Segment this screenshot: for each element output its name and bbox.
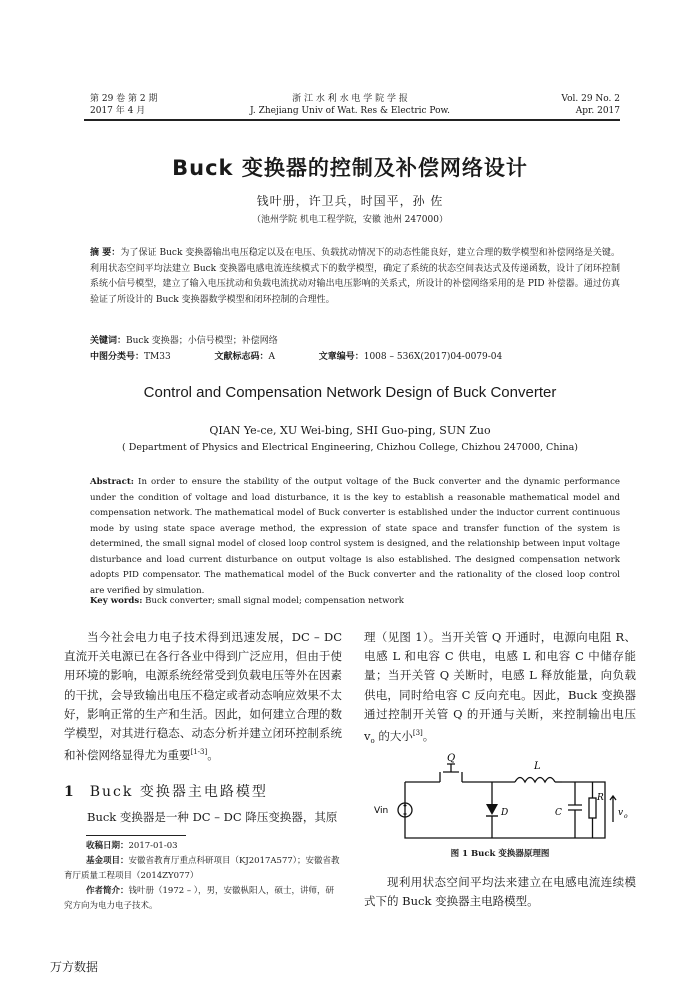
journal-volume: 第 29 卷 第 2 期 2017 年 4 月	[90, 94, 158, 116]
english-title: Control and Compensation Network Design of Buck Converter	[143, 384, 557, 401]
footnote-rule	[86, 835, 186, 836]
switch-q	[440, 764, 462, 782]
keywords-en: Key words: Buck converter; small signal model; compensation network	[90, 596, 404, 606]
label-l: L	[534, 761, 541, 772]
affiliation: （池州学院 机电工程学院，安徽 池州 247000）	[252, 215, 448, 225]
journal-name: 浙 江 水 利 水 电 学 院 学 报 J. Zhejiang Univ of Wat. Res & Electric Pow.	[249, 94, 451, 116]
abstract-cn: 摘 要：为了保证 Buck 变换器输出电压稳定以及在电压、负载扰动情况下的动态性能良好，建立合理的数学模型和补偿网络是关键。利用状态空间平均法建立 Buck 变换器电感电流连续模式下的数学模型，确定了系统的状态空间表达式及传递函数，设计了闭环控制系统小信号模型，建立了输入电压扰动和负载电流扰动对输出电压影响的关系式，所设计的补偿网络采用的是 PID 补偿器。通过仿真验证了所设计的 Buck 变换器数学模型和闭环控制的合理性。	[90, 248, 620, 305]
resistor-r	[589, 798, 596, 818]
buck-circuit-figure	[370, 752, 632, 842]
authors: 钱叶册，许卫兵，时国平，孙 佐	[256, 194, 444, 208]
section-paragraph: Buck 变换器是一种 DC – DC 降压变换器，其原	[87, 810, 338, 824]
english-affiliation: ( Department of Physics and Electrical Engineering, Chizhou College, Chizhou 247000, China)	[122, 442, 578, 453]
abstract-en: Abstract: In order to ensure the stability of the output voltage of the Buck converter and the dynamic performance under the condition of voltage and load disturbance, it is the key to establish a reasonable mathematical model and compensation network. The mathematical model of Buck converter is established under the inductor current continuous mode by using state space average method, the expression of state space and transfer function of the system is determined, the small signal model of closed loop control system is designed, and the relationship between input voltage disturbance and load current disturbance on output voltage is also established. The designed compensation network adopts PID compensator. The mathematical model of the Buck converter and the rationality of the closed loop control are verified by simulation.	[90, 477, 620, 596]
label-c: C	[555, 808, 562, 818]
capacitor-c	[568, 782, 582, 838]
model-paragraph: 现利用状态空间平均法来建立在电感电流连续模式下的 Buck 变换器主电路模型。	[364, 875, 636, 909]
footnotes: 收稿日期：2017-01-03 基金项目：安徽省教育厅重点科研项目（KJ2017A577）；安徽省教育厅质量工程项目（2014ZY077） 作者简介：钱叶册（1972 – ），男，安徽枞阳人，硕士，讲师，研究方向为电力电子技术。	[64, 841, 340, 911]
label-d: D	[501, 808, 509, 818]
label-q: Q	[447, 753, 456, 764]
header-rule	[84, 119, 620, 121]
figure-caption: 图 1 Buck 变换器原理图	[450, 849, 550, 859]
inductor-l	[515, 778, 555, 783]
journal-issue: Vol. 29 No. 2 Apr. 2017	[561, 94, 620, 116]
paper-title: Buck 变换器的控制及补偿网络设计	[172, 156, 528, 180]
keywords-cn: 关键词：Buck 变换器；小信号模型；补偿网络	[90, 336, 278, 346]
classification: 中图分类号：TM33 文献标志码：A 文章编号：1008 – 536X(2017)04-0079-04	[90, 352, 503, 362]
english-authors: QIAN Ye-ce, XU Wei-bing, SHI Guo-ping, SUN Zuo	[209, 424, 491, 437]
output-arrow	[610, 796, 616, 822]
intro-paragraph: 当今社会电力电子技术得到迅速发展，DC – DC 直流开关电源已在各行各业中得到广泛应用，但由于使用环境的影响，电源系统经常受到负载电压等外在因素的干扰，会导致输出电压不稳定或者动态响应效果不太好，影响正常的生产和生活。因此，如何建立合理的数学模型，对其进行稳态、动态分析并建立闭环控制系统和补偿网络显得尤为重要[1-3]。	[64, 630, 342, 763]
label-vin: Vin	[374, 806, 389, 816]
circuit-description: 理（见图 1）。当开关管 Q 开通时，电源向电阻 R、电感 L 和电容 C 供电，电感 L 和电容 C 中储存能量；当开关管 Q 关断时，电感 L 释放能量，向负载供电，同时给电容 C 反向充电。因此，Buck 变换器通过控制开关管 Q 的开通与关断，来控制输出电压 $v_o$ 的大小[3]。	[364, 630, 636, 746]
section-heading: 1 Buck 变换器主电路模型	[64, 784, 268, 800]
wanfang-watermark: 万方数据	[50, 960, 99, 974]
label-vo-sub: o	[624, 813, 628, 820]
label-r: R	[597, 793, 604, 803]
label-vo: v	[618, 808, 624, 818]
diode-d	[486, 804, 498, 815]
